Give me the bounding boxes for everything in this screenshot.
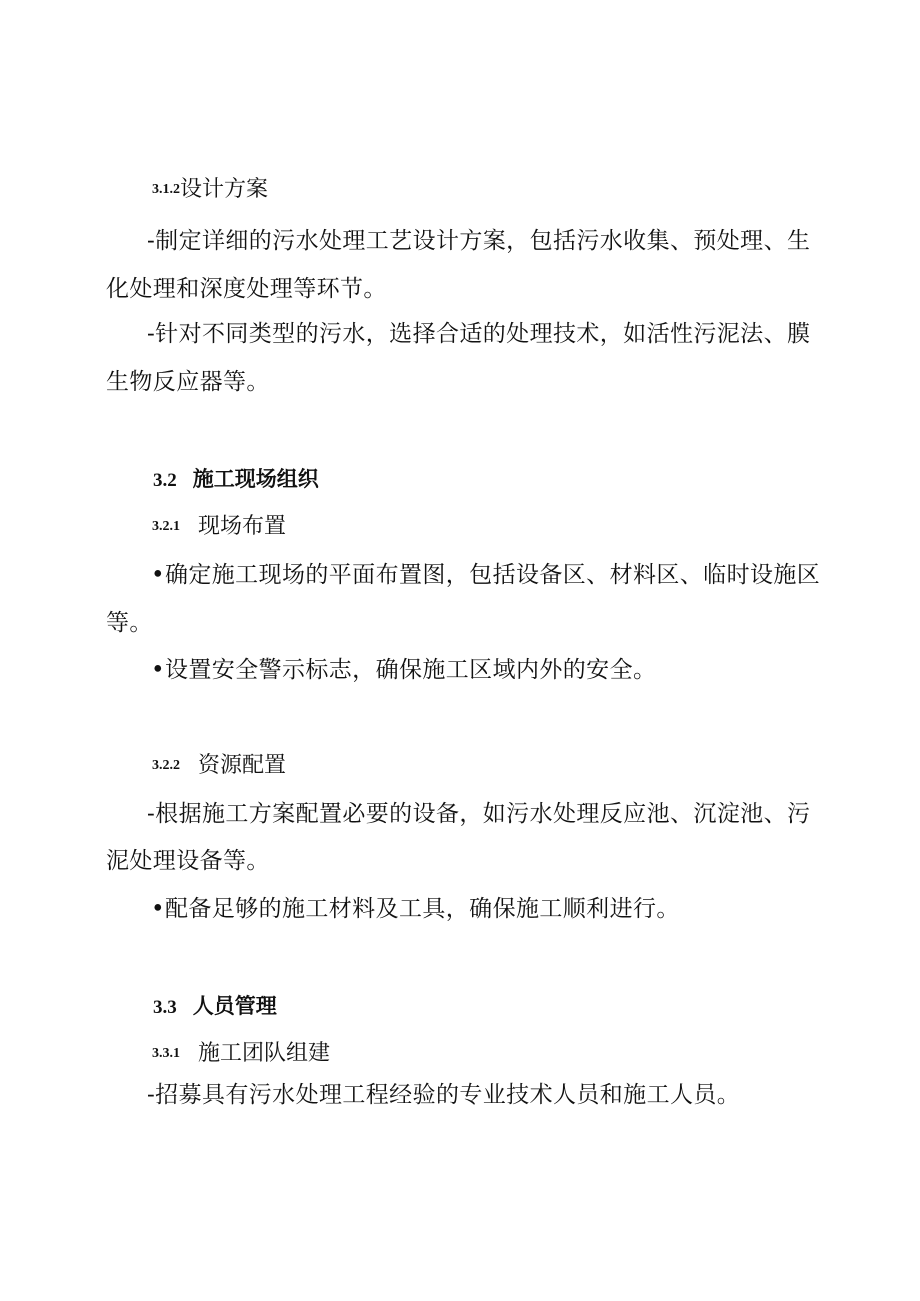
- section-heading-3-2: [153, 468, 319, 490]
- paragraph-line: -制定详细的污水处理工艺设计方案，包括污水收集、预处理、生: [147, 228, 811, 254]
- subsection-number: 3.3.1: [152, 1046, 180, 1061]
- paragraph-line: -根据施工方案配置必要的设备，如污水处理反应池、沉淀池、污: [147, 801, 811, 827]
- paragraph-line: -针对不同类型的污水，选择合适的处理技术，如活性污泥法、膜: [147, 321, 811, 347]
- paragraph-line: •配备足够的施工材料及工具，确保施工顺利进行。: [151, 896, 680, 922]
- paragraph-line: 化处理和深度处理等环节。: [106, 276, 387, 302]
- paragraph-line: -招募具有污水处理工程经验的专业技术人员和施工人员。: [147, 1082, 741, 1108]
- section-title: 施工现场组织: [192, 466, 319, 491]
- paragraph-line: •设置安全警示标志，确保施工区域内外的安全。: [151, 657, 657, 683]
- subsection-title: 资源配置: [198, 753, 287, 778]
- paragraph-line: •确定施工现场的平面布置图，包括设备区、材料区、临时设施区: [151, 562, 821, 588]
- subsection-heading-3-1-2: [152, 179, 268, 201]
- subsection-heading-3-2-1: [152, 516, 286, 538]
- paragraph-line: 生物反应器等。: [106, 369, 270, 395]
- subsection-heading-3-2-2: [152, 755, 286, 777]
- section-title: 人员管理: [192, 993, 277, 1018]
- subsection-title: 施工团队组建: [198, 1041, 331, 1066]
- subsection-title: 设计方案: [180, 177, 269, 202]
- paragraph-line: 等。: [106, 610, 153, 636]
- subsection-title: 现场布置: [198, 514, 287, 539]
- subsection-number: 3.2.1: [152, 519, 180, 534]
- section-number: 3.2: [153, 470, 177, 491]
- subsection-number: 3.2.2: [152, 758, 180, 773]
- paragraph-line: 泥处理设备等。: [106, 848, 270, 874]
- section-heading-3-3: [153, 995, 277, 1017]
- subsection-heading-3-3-1: [152, 1043, 330, 1065]
- section-number: 3.3: [153, 997, 177, 1018]
- subsection-number: 3.1.2: [152, 182, 180, 197]
